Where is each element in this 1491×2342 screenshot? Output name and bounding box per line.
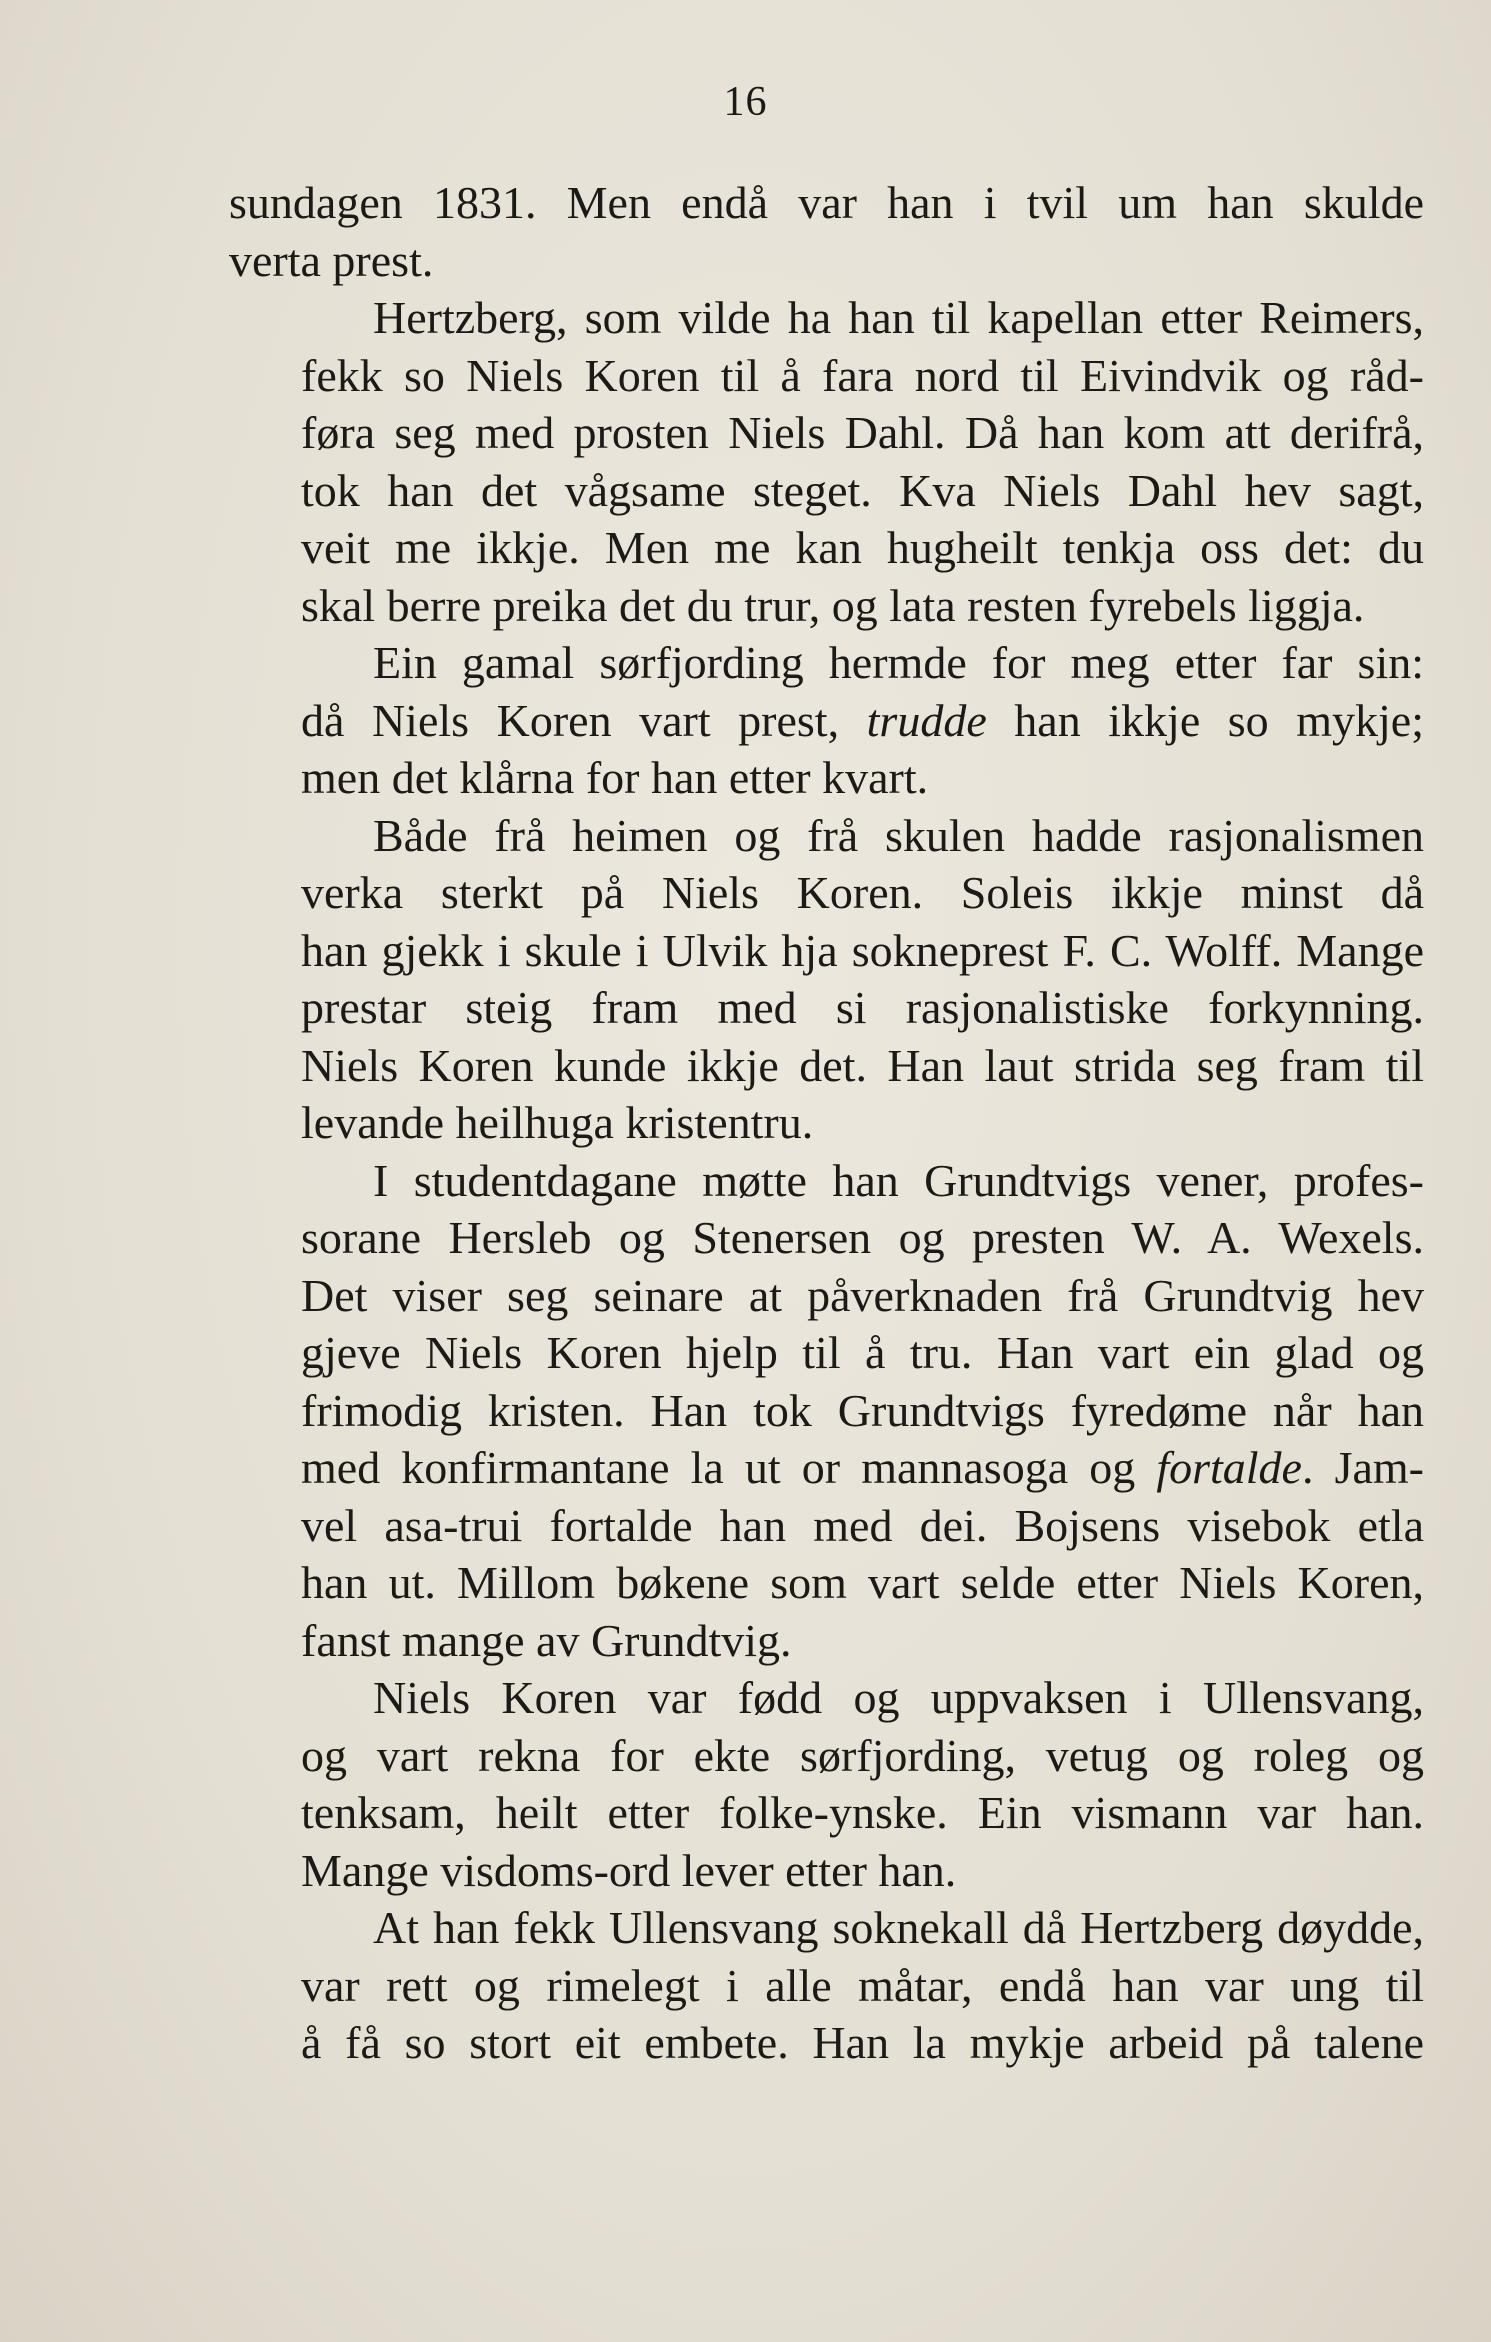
paragraph [229, 634, 1424, 807]
text-line: Både frå heimen og frå skulen hadde rasjonalismen [373, 809, 1424, 861]
text-line: Mange visdoms-ord lever etter han. [301, 1844, 957, 1896]
paragraph [229, 289, 1424, 634]
text-line: Ein gamal sørfjording hermde for meg etter far sin: [373, 637, 1424, 688]
paragraph [229, 1152, 1424, 1670]
paragraph [229, 174, 1424, 289]
text-line: sundagen 1831. Men endå var han i tvil um han skulde [229, 177, 1424, 228]
text-line: Niels Koren kunde ikkje det. Han laut strida seg fram til [301, 1039, 1424, 1091]
text-segment: han ikkje so mykje; [1014, 694, 1424, 746]
text-line: tenksam, heilt etter folke-ynske. Ein vismann var han. [301, 1787, 1424, 1838]
body-text [229, 174, 1424, 2072]
paragraph [229, 1669, 1424, 1899]
text-line: verta prest. [229, 234, 434, 286]
text-line: og vart rekna for ekte sørfjording, vetug og roleg og [301, 1729, 1424, 1781]
text-line: Niels Koren var fødd og uppvaksen i Ullensvang, [373, 1672, 1424, 1723]
text-line: levande heilhuga kristentru. [301, 1097, 814, 1148]
text-line: I studentdagane møtte han Grundtvigs vener, profes- [373, 1154, 1424, 1206]
text-line: vel asa-trui fortalde han med dei. Bojsens visebok etla [301, 1499, 1424, 1551]
text-segment: då Niels Koren vart prest, [301, 694, 840, 746]
text-line: tok han det vågsame steget. Kva Niels Dahl hev sagt, [301, 464, 1424, 516]
text-line: han gjekk i skule i Ulvik hja sokneprest F. C. Wolff. Mange [301, 924, 1424, 976]
text-line: frimodig kristen. Han tok Grundtvigs fyredøme når han [301, 1384, 1424, 1436]
text-line: prestar steig fram med si rasjonalistiske forkynning. [301, 982, 1424, 1033]
text-line: skal berre preika det du trur, og lata resten fyrebels liggja. [301, 579, 1365, 631]
page-number: 16 [723, 79, 768, 125]
paragraph [229, 807, 1424, 1152]
text-line: men det klårna for han etter kvart. [301, 752, 929, 803]
text-line: fanst mange av Grundtvig. [301, 1614, 792, 1666]
text-line [229, 692, 1424, 750]
text-line [229, 1439, 1424, 1497]
text-line: var rett og rimelegt i alle måtar, endå han var ung til [301, 1959, 1424, 2011]
text-line: Det viser seg seinare at påverknaden frå Grundtvig hev [301, 1269, 1424, 1321]
italic-word: fortalde [1156, 1442, 1302, 1493]
text-segment: . Jam- [1301, 1442, 1424, 1493]
text-segment: med konfirmantane la ut or mannasoga og [301, 1442, 1136, 1493]
paragraph [229, 1899, 1424, 2072]
text-line: gjeve Niels Koren hjelp til å tru. Han vart ein glad og [301, 1327, 1424, 1378]
text-line: fekk so Niels Koren til å fara nord til Eivindvik og råd- [301, 349, 1424, 401]
text-line: At han fekk Ullensvang soknekall då Hertzberg døydde, [373, 1902, 1424, 1953]
italic-word: trudde [866, 694, 987, 746]
text-line: å få so stort eit embete. Han la mykje arbeid på talene [301, 2017, 1424, 2068]
text-line: sorane Hersleb og Stenersen og presten W. A. Wexels. [301, 1212, 1424, 1263]
text-line: føra seg med prosten Niels Dahl. Då han kom att derifrå, [301, 407, 1424, 458]
text-line: verka sterkt på Niels Koren. Soleis ikkje minst då [301, 867, 1424, 918]
text-line: han ut. Millom bøkene som vart selde etter Niels Koren, [301, 1557, 1424, 1608]
text-line: Hertzberg, som vilde ha han til kapellan etter Reimers, [373, 292, 1424, 343]
text-line: veit me ikkje. Men me kan hugheilt tenkja oss det: du [301, 522, 1424, 573]
